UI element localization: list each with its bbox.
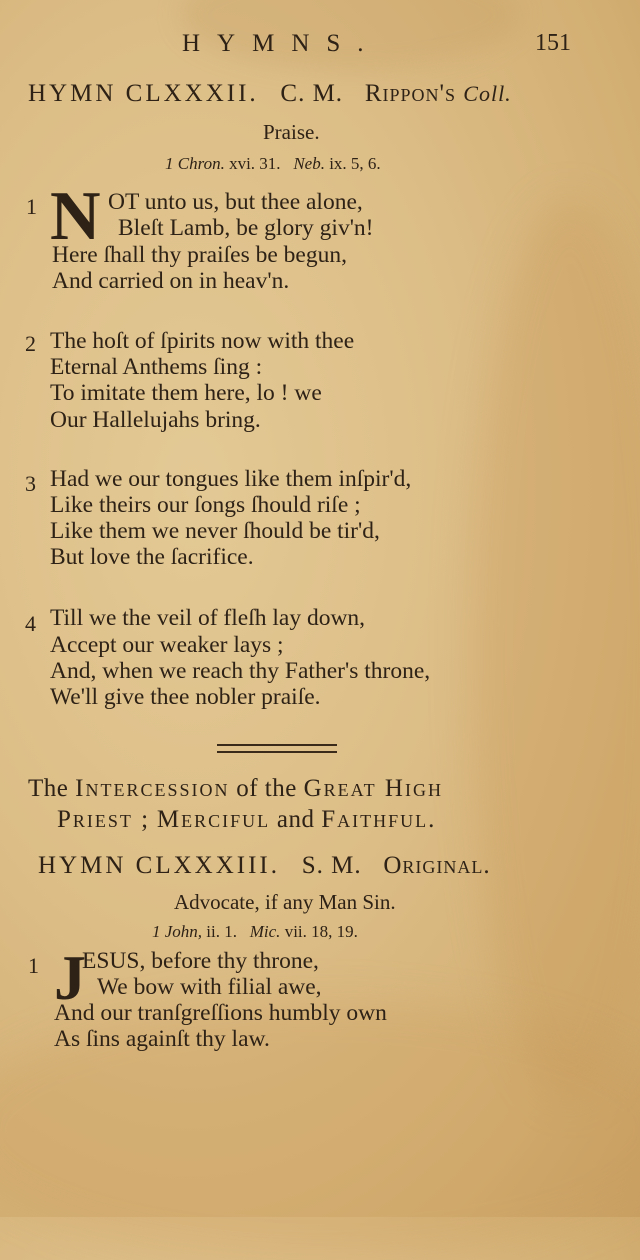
ref-chapter: vii. 18, 19. xyxy=(284,922,358,941)
ref-book: 1 Chron. xyxy=(165,154,225,173)
hymn-subtitle: Praise. xyxy=(263,120,320,144)
verse-line: The hoſt of ſpirits now with thee xyxy=(50,328,355,354)
verse-line: Here ſhall thy praiſes be begun, xyxy=(52,242,347,268)
hymn-meter: S. M. xyxy=(301,852,362,879)
verse-line: Accept our weaker lays ; xyxy=(50,632,284,658)
ref-book: 1 John, xyxy=(152,922,203,941)
hymn-subtitle: Advocate, if any Man Sin. xyxy=(174,890,396,914)
verse-line: OT unto us, but thee alone, xyxy=(108,189,363,215)
hymn-number: HYMN CLXXXII. xyxy=(28,80,259,107)
verse-number: 2 xyxy=(25,331,36,356)
hymn-heading xyxy=(28,80,512,108)
verse-line: And carried on in heav'n. xyxy=(52,268,290,294)
drop-cap: N xyxy=(50,178,101,255)
title-word: Great High xyxy=(303,775,443,802)
verse-number: 1 xyxy=(26,194,37,219)
title-word: Intercession xyxy=(75,775,230,802)
title-word: and xyxy=(276,806,315,833)
verse-line: Had we our tongues like them inſpir'd, xyxy=(50,466,412,492)
verse-line: Eternal Anthems ſing : xyxy=(50,354,263,380)
ref-chapter: ix. 5, 6. xyxy=(329,154,381,173)
verse-line: And, when we reach thy Father's throne, xyxy=(50,658,431,684)
page-number: 151 xyxy=(535,30,571,56)
verse-number: 3 xyxy=(25,471,36,496)
scripture-reference xyxy=(165,154,381,174)
verse-line: Our Hallelujahs bring. xyxy=(50,407,261,433)
ref-chapter: xvi. 31. xyxy=(229,154,281,173)
verse-line: Bleſt Lamb, be glory giv'n! xyxy=(118,215,374,241)
hymn-number: HYMN CLXXXIII. xyxy=(38,852,280,879)
verse-number: 4 xyxy=(25,611,36,636)
verse-line: But love the ſacrifice. xyxy=(50,544,254,570)
verse-line: Till we the veil of fleſh lay down, xyxy=(50,605,366,631)
verse-line: ESUS, before thy throne, xyxy=(82,948,319,974)
hymn-heading xyxy=(38,852,491,880)
drop-cap: J xyxy=(54,942,86,1013)
verse-number: 1 xyxy=(28,953,39,978)
verse-line: To imitate them here, lo ! we xyxy=(50,380,322,406)
verse-line: As ſins againſt thy law. xyxy=(54,1026,270,1052)
title-word: Priest ; xyxy=(57,806,151,833)
running-head: HYMNS. xyxy=(182,30,381,57)
section-title-line1 xyxy=(28,775,443,803)
hymn-source: Original. xyxy=(383,852,491,879)
ref-chapter: ii. 1. xyxy=(206,922,237,941)
section-title-line2 xyxy=(57,806,436,834)
verse-line: And our tranſgreſſions humbly own xyxy=(54,1000,387,1026)
verse-line: We'll give thee nobler praiſe. xyxy=(50,684,321,710)
hymn-meter: C. M. xyxy=(280,80,344,107)
ref-book: Neb. xyxy=(293,154,325,173)
scripture-reference xyxy=(152,922,358,942)
hymn-source: Rippon's xyxy=(364,80,457,107)
hymn-source-italic: Coll. xyxy=(463,81,512,106)
title-word: The xyxy=(28,775,69,802)
title-word: of the xyxy=(236,775,297,802)
paper-stain xyxy=(470,200,640,1100)
verse-line: Like theirs our ſongs ſhould riſe ; xyxy=(50,492,361,518)
verse-line: Like them we never ſhould be tir'd, xyxy=(50,518,380,544)
ref-book: Mic. xyxy=(249,922,281,941)
title-word: Faithful. xyxy=(321,806,437,833)
section-divider xyxy=(217,744,337,753)
verse-line: We bow with filial awe, xyxy=(97,974,322,1000)
title-word: Merciful xyxy=(156,806,271,833)
